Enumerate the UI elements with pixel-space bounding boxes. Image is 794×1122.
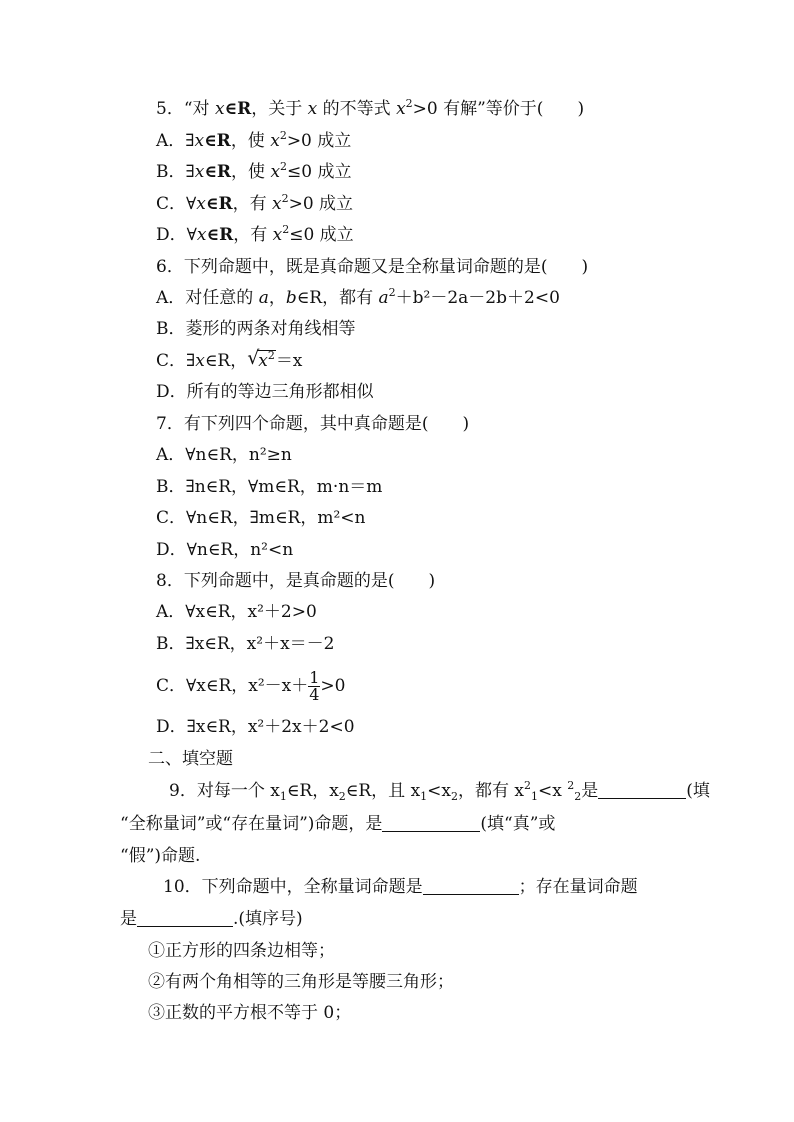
q9-line-1: 9．对每一个 $x_1\in R$，$x_2\in R$，且 $x_1<x_2$，都有 $x^2_1<x$ $^2_2$是 (填 bbox=[169, 779, 710, 803]
q5-option-b: B．∃x∈R，使 $x^2\le 0$ 成立 bbox=[156, 160, 352, 182]
q7-option-b: B．∃n∈R，∀m∈R，m·n＝m bbox=[156, 477, 383, 497]
q10-item-2: ②有两个角相等的三角形是等腰三角形； bbox=[148, 972, 454, 992]
q6-stem: 6．下列命题中，既是真命题又是全称量词命题的是( ) bbox=[156, 257, 589, 277]
q5-option-d: D．∀x∈R，有 $x^2\le 0$ 成立 bbox=[156, 223, 354, 245]
q8-stem: 8．下列命题中，是真命题的是( ) bbox=[156, 571, 436, 591]
q5-stem-text-b: ，关于 bbox=[251, 99, 308, 119]
q10-item-3: ③正数的平方根不等于 0； bbox=[148, 1003, 352, 1023]
q7-option-a: A．∀n∈R，n²≥n bbox=[156, 445, 292, 465]
section-heading: 二、填空题 bbox=[148, 749, 233, 769]
q8-option-b: B．∃x∈R，x²＋x＝－2 bbox=[156, 634, 335, 654]
q6-option-d: D．所有的等边三角形都相似 bbox=[156, 382, 374, 402]
q9-line-3: “假”)命题. bbox=[120, 846, 201, 866]
q5-stem: 5．“对 x∈R，关于 x 的不等式 $x^2>0$ 有解”等价于( ) bbox=[156, 97, 585, 119]
q9-blank-1[interactable] bbox=[598, 782, 686, 799]
q6-option-b: B．菱形的两条对角线相等 bbox=[156, 319, 356, 339]
q9-line-2: “全称量词”或“存在量词”)命题，是 (填“真”或 bbox=[120, 814, 556, 834]
q8-option-c: C．∀x∈R，x²－x＋ $\frac{1}{4}$ >0 bbox=[156, 668, 346, 704]
var-x: x bbox=[214, 99, 225, 119]
q10-line-1: 10．下列命题中，全称量词命题是 ；存在量词命题 bbox=[163, 877, 638, 897]
q6-option-c: C．∃x∈R， √ $x^2=x$ bbox=[156, 347, 303, 371]
q10-blank-2[interactable] bbox=[137, 910, 233, 927]
q5-stem-text-d: >0 有解”等价于( ) bbox=[412, 99, 585, 119]
q7-option-d: D．∀n∈R，n²<n bbox=[156, 540, 294, 560]
sqrt-symbol: √ $x^2$ bbox=[247, 347, 275, 371]
q8-option-d: D．∃x∈R，x²＋2x＋2<0 bbox=[156, 717, 355, 737]
fraction-one-quarter: $\frac{1}{4}$ bbox=[309, 668, 320, 704]
q10-blank-1[interactable] bbox=[423, 878, 519, 895]
q10-item-1: ①正方形的四条边相等； bbox=[148, 941, 335, 961]
q6-option-a: A．对任意的 a，b∈R，都有 $a^2+b^2-2a-2b+2<0$ bbox=[156, 286, 560, 308]
q9-blank-2[interactable] bbox=[382, 815, 480, 832]
q7-option-c: C．∀n∈R，∃m∈R，m²<n bbox=[156, 508, 366, 528]
q5-option-c: C．∀x∈R，有 $x^2>0$ 成立 bbox=[156, 192, 354, 214]
q5-number: 5． bbox=[156, 99, 184, 119]
q8-option-a: A．∀x∈R，x²＋2>0 bbox=[156, 602, 317, 622]
q5-stem-text-c: 的不等式 bbox=[317, 99, 397, 119]
q5-option-a: A．∃x∈R，使 $x^2>0$ 成立 bbox=[156, 129, 352, 151]
q10-line-2: 是 .(填序号) bbox=[120, 909, 303, 929]
q5-stem-text: “对 bbox=[183, 99, 215, 119]
q7-stem: 7．有下列四个命题，其中真命题是( ) bbox=[156, 414, 470, 434]
set-r: ∈R bbox=[224, 99, 252, 119]
